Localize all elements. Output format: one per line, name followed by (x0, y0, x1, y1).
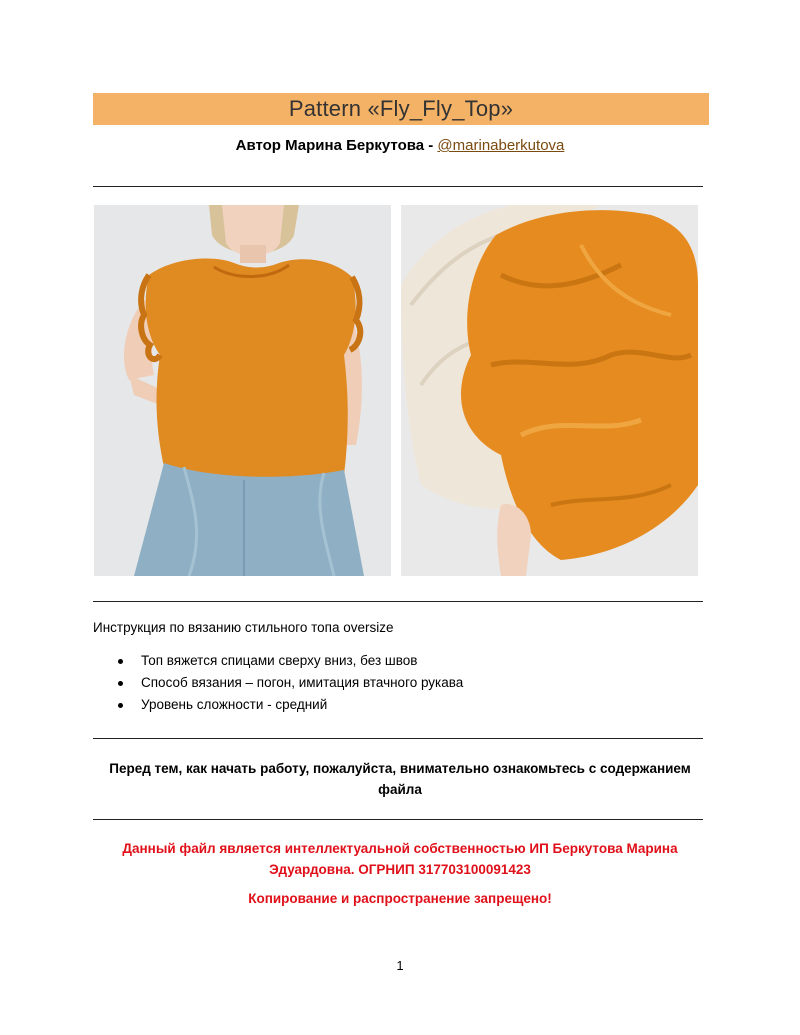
ownership-notice: Данный файл является интеллектуальной собственностью ИП Беркутова Марина Эдуардовна. ОГРНИП 317703100091423 (122, 841, 678, 877)
divider (93, 601, 703, 602)
bullet-icon (118, 659, 123, 664)
author-instagram-link[interactable]: @marinaberkutova (437, 137, 565, 154)
copy-warning: Копирование и распространение запрещено! (248, 891, 552, 906)
divider (93, 738, 703, 739)
list-item-text: Уровень сложности - средний (141, 697, 328, 712)
list-item-text: Способ вязания – погон, имитация втачного рукава (141, 675, 464, 690)
divider (93, 819, 703, 820)
feature-list (93, 652, 463, 718)
list-item-text: Топ вяжется спицами сверху вниз, без швов (141, 653, 418, 668)
bullet-icon (118, 681, 123, 686)
list-item (93, 696, 463, 718)
list-item (93, 674, 463, 696)
page-number: 1 (396, 958, 404, 973)
divider (93, 186, 703, 187)
top-flat-lay-photo (401, 205, 698, 576)
model-wearing-top-photo (94, 205, 391, 576)
bullet-icon (118, 703, 123, 708)
intro-text: Инструкция по вязанию стильного топа oversize (93, 620, 394, 635)
page-title: Pattern «Fly_Fly_Top» (288, 96, 514, 121)
title-banner (93, 93, 709, 125)
read-before-start-notice: Перед тем, как начать работу, пожалуйста, внимательно ознакомьтесь с содержанием файла (109, 761, 691, 797)
author-line (0, 137, 800, 154)
list-item (93, 652, 463, 674)
author-name: Автор Марина Беркутова - (235, 137, 438, 154)
